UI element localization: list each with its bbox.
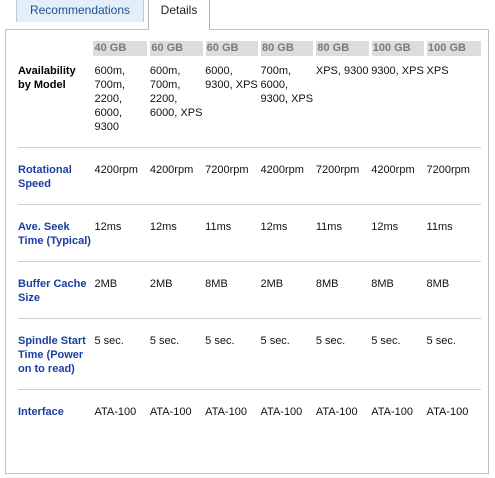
table-cell: 5 sec.	[315, 335, 346, 347]
model-header: 100 GB	[370, 41, 425, 56]
table-cell: 600m, 700m, 2200, 6000, 9300	[94, 65, 126, 133]
model-header: 80 GB	[260, 41, 315, 56]
table-cell: 8MB	[315, 278, 339, 290]
table-cell: 8MB	[426, 278, 450, 290]
table-row-interface	[18, 391, 481, 425]
table-cell: 6000, 9300, XPS	[205, 65, 258, 91]
table-cell: 4200rpm	[260, 164, 304, 176]
table-cell: 12ms	[94, 221, 122, 233]
table-cell: 8MB	[371, 278, 394, 290]
table-cell: ATA-100	[94, 406, 137, 418]
table-row-seek-time	[18, 206, 481, 262]
table-cell: 11ms	[315, 221, 342, 233]
table-row-availability	[18, 56, 481, 148]
header-row	[18, 41, 481, 56]
table-cell: 2MB	[260, 278, 284, 290]
table-cell: 2MB	[94, 278, 118, 290]
table-cell: 7200rpm	[426, 164, 470, 176]
model-header: 40 GB	[93, 41, 148, 56]
model-header: 60 GB	[204, 41, 259, 56]
table-cell: 11ms	[205, 221, 232, 233]
table-cell: 12ms	[371, 221, 399, 233]
table-cell: 8MB	[205, 278, 228, 290]
model-header: 60 GB	[149, 41, 204, 56]
table-cell: 7200rpm	[315, 164, 360, 176]
row-label: Availability by Model	[18, 65, 76, 91]
table-cell: XPS, 9300	[315, 65, 369, 77]
table-cell: 5 sec.	[94, 335, 124, 347]
table-cell: ATA-100	[149, 406, 192, 418]
table-cell: ATA-100	[315, 406, 358, 418]
row-label: Ave. Seek Time (Typical)	[18, 221, 91, 247]
table-row-buffer-cache	[18, 263, 481, 319]
table-cell: 5 sec.	[260, 335, 290, 347]
table-cell: 11ms	[426, 221, 453, 233]
table-row-rotational-speed	[18, 149, 481, 205]
model-header: 80 GB	[315, 41, 370, 56]
model-header: 100 GB	[426, 41, 481, 56]
table-cell: 4200rpm	[371, 164, 415, 176]
table-cell: 5 sec.	[426, 335, 456, 347]
tab-bar	[0, 0, 495, 30]
table-row-spindle-start	[18, 320, 481, 390]
table-cell: 5 sec.	[371, 335, 401, 347]
table-cell: 2MB	[149, 278, 173, 290]
row-label: Spindle Start Time (Power on to read)	[18, 335, 86, 375]
table-cell: ATA-100	[371, 406, 413, 418]
table-cell: 4200rpm	[149, 164, 194, 176]
table-cell: 12ms	[260, 221, 288, 233]
table-cell: ATA-100	[426, 406, 469, 418]
header-blank	[18, 41, 93, 56]
row-label: Interface	[18, 406, 64, 418]
tab-recommendations[interactable]: Recommendations	[16, 0, 144, 22]
table-cell: 4200rpm	[94, 164, 138, 176]
table-cell: 5 sec.	[149, 335, 180, 347]
row-label: Rotational Speed	[18, 164, 72, 190]
table-cell: 600m, 700m, 2200, 6000, XPS	[149, 65, 203, 119]
tab-details[interactable]: Details	[148, 0, 210, 30]
table-cell: XPS	[426, 65, 449, 77]
row-label: Buffer Cache Size	[18, 278, 87, 304]
table-cell: 700m, 6000, 9300, XPS	[260, 65, 314, 105]
table-cell: 7200rpm	[205, 164, 249, 176]
table-cell: 12ms	[149, 221, 177, 233]
details-panel	[5, 29, 489, 474]
specs-table	[18, 41, 481, 425]
table-cell: 5 sec.	[205, 335, 235, 347]
table-cell: 9300, XPS	[371, 65, 424, 77]
table-cell: ATA-100	[205, 406, 247, 418]
table-cell: ATA-100	[260, 406, 303, 418]
